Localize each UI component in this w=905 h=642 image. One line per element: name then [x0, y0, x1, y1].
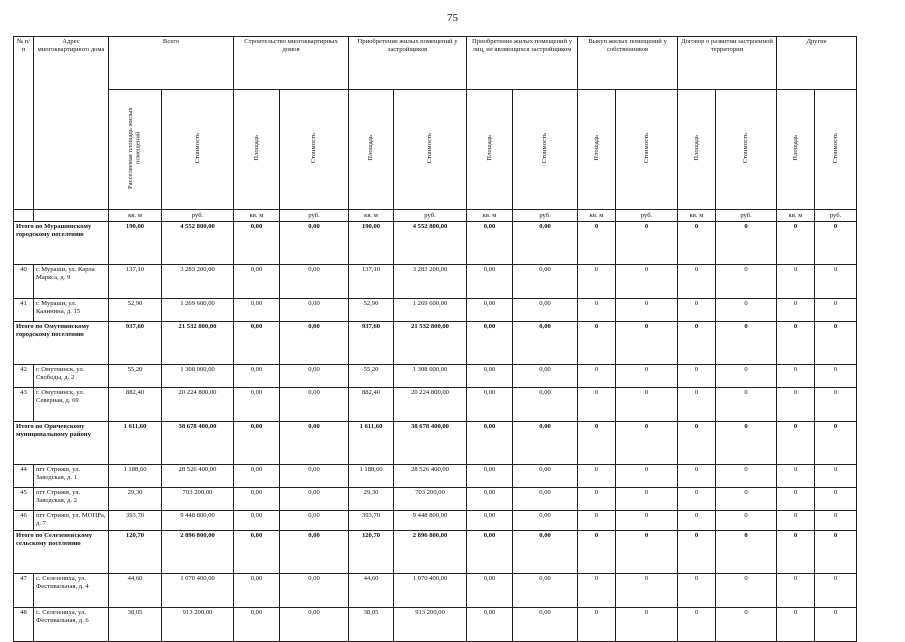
header-cost: Стоимость: [513, 90, 578, 210]
area-cell: 1 611,60: [109, 422, 162, 465]
area-cell: 0,00: [234, 299, 280, 322]
area-cell: 0,00: [467, 488, 513, 511]
area-cell: 0: [777, 388, 815, 422]
cost-cell: 0: [815, 465, 857, 488]
area-cell: 0,00: [234, 574, 280, 608]
unit-label: руб.: [815, 210, 857, 222]
header-cost: Стоимость: [280, 90, 349, 210]
row-address: пгт Стрижи, ул. Заводская, д. 1: [34, 465, 109, 488]
area-cell: 0: [578, 531, 616, 574]
row-address: с. Селезениха, ул. Фестивальная, д. 4: [34, 574, 109, 608]
cost-cell: 9 448 800,00: [394, 511, 467, 531]
header-area: Площадь: [678, 90, 716, 210]
cost-cell: 0: [616, 222, 678, 265]
header-cost: Стоимость: [162, 90, 234, 210]
row-number: 42: [14, 365, 34, 388]
area-cell: 38,05: [109, 608, 162, 642]
cost-cell: 0,00: [280, 322, 349, 365]
cost-cell: 0: [815, 574, 857, 608]
header-group-buyout: Выкуп жилых помещений у собственников: [578, 37, 678, 90]
area-cell: 0: [578, 388, 616, 422]
cost-cell: 0,00: [513, 422, 578, 465]
area-cell: 0,00: [467, 365, 513, 388]
cost-cell: 0: [616, 608, 678, 642]
total-row-label: Итого по Омутнинскому городскому поселению: [14, 322, 109, 365]
cost-cell: 0: [716, 365, 777, 388]
area-cell: 0,00: [467, 388, 513, 422]
header-area: Площадь: [234, 90, 280, 210]
cost-cell: 0: [716, 511, 777, 531]
row-number: 46: [14, 511, 34, 531]
area-cell: 0: [678, 222, 716, 265]
unit-label: руб.: [394, 210, 467, 222]
area-cell: 0,00: [234, 531, 280, 574]
cost-cell: 1 308 000,00: [162, 365, 234, 388]
area-cell: 0: [578, 222, 616, 265]
area-cell: 1 188,60: [349, 465, 394, 488]
cost-cell: 0: [616, 265, 678, 299]
unit-label: руб.: [716, 210, 777, 222]
area-cell: 0: [777, 608, 815, 642]
total-row-label: Итого по Оричевскому муниципальному району: [14, 422, 109, 465]
area-cell: 0,00: [467, 322, 513, 365]
cost-cell: 0,00: [280, 222, 349, 265]
area-cell: 0,00: [234, 608, 280, 642]
area-cell: 0: [777, 222, 815, 265]
area-cell: 0,00: [234, 488, 280, 511]
area-cell: 0: [678, 465, 716, 488]
area-cell: 0,00: [467, 422, 513, 465]
row-address: г. Омутнинск, ул. Северная, д. 69: [34, 388, 109, 422]
cost-cell: 0,00: [513, 388, 578, 422]
cost-cell: 0: [616, 365, 678, 388]
unit-cell: [34, 210, 109, 222]
cost-cell: 0: [716, 465, 777, 488]
table-body: [14, 222, 857, 642]
area-cell: 0: [678, 531, 716, 574]
row-address: г. Мураши, ул. Калинина, д. 15: [34, 299, 109, 322]
unit-label: кв. м: [678, 210, 716, 222]
cost-cell: 0,00: [280, 574, 349, 608]
cost-cell: 0: [815, 531, 857, 574]
area-cell: 0,00: [467, 511, 513, 531]
area-cell: 0,00: [467, 299, 513, 322]
area-cell: 29,30: [109, 488, 162, 511]
cost-cell: 0: [815, 488, 857, 511]
cost-cell: 0,00: [513, 574, 578, 608]
cost-cell: 0: [616, 322, 678, 365]
cost-cell: 0,00: [513, 265, 578, 299]
header-group-non-developer: Приобретение жилых помещений у лиц, не являющихся застройщиком: [467, 37, 578, 90]
unit-label: кв. м: [349, 210, 394, 222]
area-cell: 52,90: [349, 299, 394, 322]
header-group-other: Другие: [777, 37, 857, 90]
unit-cell: [14, 210, 34, 222]
area-cell: 0: [777, 488, 815, 511]
area-cell: 190,00: [349, 222, 394, 265]
cost-cell: 0,00: [513, 531, 578, 574]
cost-cell: 0,00: [513, 511, 578, 531]
cost-cell: 4 552 800,00: [162, 222, 234, 265]
area-cell: 0: [678, 488, 716, 511]
cost-cell: 0: [815, 511, 857, 531]
cost-cell: 0,00: [280, 422, 349, 465]
cost-cell: 0: [716, 422, 777, 465]
cost-cell: 0: [815, 388, 857, 422]
header-group-construction: Строительство многоквартирных домов: [234, 37, 349, 90]
area-cell: 44,60: [349, 574, 394, 608]
cost-cell: 38 678 400,00: [394, 422, 467, 465]
cost-cell: 0: [815, 299, 857, 322]
area-cell: 1 188,60: [109, 465, 162, 488]
header-area: Площадь: [349, 90, 394, 210]
row-number: 47: [14, 574, 34, 608]
cost-cell: 703 200,00: [394, 488, 467, 511]
table-row: [14, 388, 857, 422]
area-cell: 0: [777, 422, 815, 465]
area-cell: 937,60: [109, 322, 162, 365]
area-cell: 137,10: [349, 265, 394, 299]
cost-cell: 0: [716, 299, 777, 322]
area-cell: 137,10: [109, 265, 162, 299]
cost-cell: 0,00: [280, 465, 349, 488]
area-cell: 0: [777, 265, 815, 299]
area-cell: 882,40: [349, 388, 394, 422]
cost-cell: 0: [616, 388, 678, 422]
cost-cell: 913 200,00: [162, 608, 234, 642]
area-cell: 0: [777, 465, 815, 488]
cost-cell: 0: [815, 322, 857, 365]
area-cell: 0: [678, 299, 716, 322]
cost-cell: 1 269 600,00: [394, 299, 467, 322]
area-cell: 0: [578, 365, 616, 388]
header-group-developer: Приобретение жилых помещений у застройщиков: [349, 37, 467, 90]
header-num: № п/п: [14, 37, 34, 210]
table-row: [14, 365, 857, 388]
cost-cell: 4 552 800,00: [394, 222, 467, 265]
cost-cell: 0: [815, 608, 857, 642]
cost-cell: 0,00: [280, 488, 349, 511]
area-cell: 1 611,60: [349, 422, 394, 465]
area-cell: 0,00: [467, 222, 513, 265]
area-cell: 55,20: [109, 365, 162, 388]
row-number: 43: [14, 388, 34, 422]
area-cell: 0: [578, 422, 616, 465]
area-cell: 0,00: [234, 465, 280, 488]
area-cell: 0: [578, 299, 616, 322]
cost-cell: 20 224 800,00: [394, 388, 467, 422]
area-cell: 0,00: [234, 422, 280, 465]
area-cell: 0,00: [467, 531, 513, 574]
cost-cell: 1 269 600,00: [162, 299, 234, 322]
area-cell: 0: [678, 574, 716, 608]
total-row-label: Итого по Мурашинскому городскому поселению: [14, 222, 109, 265]
area-cell: 937,60: [349, 322, 394, 365]
header-cost: Стоимость: [394, 90, 467, 210]
cost-cell: 0,00: [280, 531, 349, 574]
cost-cell: 0,00: [280, 388, 349, 422]
table-row: [14, 511, 857, 531]
area-cell: 0: [578, 465, 616, 488]
header-group-total: Всего: [109, 37, 234, 90]
area-cell: 0: [678, 608, 716, 642]
cost-cell: 0: [815, 422, 857, 465]
total-row: [14, 531, 857, 574]
area-cell: 393,70: [109, 511, 162, 531]
area-cell: 190,00: [109, 222, 162, 265]
area-cell: 0,00: [234, 222, 280, 265]
header-cost: Стоимость: [616, 90, 678, 210]
row-number: 44: [14, 465, 34, 488]
cost-cell: 0: [616, 531, 678, 574]
header-area: Площадь: [467, 90, 513, 210]
cost-cell: 0,00: [280, 299, 349, 322]
area-cell: 120,70: [109, 531, 162, 574]
row-address: с. Селезениха, ул. Фестивальная, д. 6: [34, 608, 109, 642]
area-cell: 0,00: [467, 608, 513, 642]
cost-cell: 21 532 800,00: [162, 322, 234, 365]
unit-label: руб.: [162, 210, 234, 222]
cost-cell: 0: [815, 222, 857, 265]
table-row: [14, 488, 857, 511]
cost-cell: 0: [716, 488, 777, 511]
area-cell: 0,00: [234, 388, 280, 422]
area-cell: 0: [678, 422, 716, 465]
cost-cell: 1 070 400,00: [394, 574, 467, 608]
cost-cell: 0,00: [513, 465, 578, 488]
area-cell: 0: [678, 511, 716, 531]
table-row: [14, 265, 857, 299]
cost-cell: 3 283 200,00: [162, 265, 234, 299]
cost-cell: 0,00: [513, 488, 578, 511]
cost-cell: 0,00: [513, 365, 578, 388]
area-cell: 0: [777, 574, 815, 608]
cost-cell: 9 448 800,00: [162, 511, 234, 531]
area-cell: 0: [777, 511, 815, 531]
row-address: пгт Стрижи, ул. МОПРа, д. 7: [34, 511, 109, 531]
cost-cell: 0: [616, 574, 678, 608]
cost-cell: 0: [616, 465, 678, 488]
cost-cell: 3 283 200,00: [394, 265, 467, 299]
cost-cell: 0: [716, 222, 777, 265]
cost-cell: 0: [716, 265, 777, 299]
page-number: 75: [447, 12, 458, 24]
header-address: Адрес многоквартирного дома: [34, 37, 109, 210]
unit-label: руб.: [280, 210, 349, 222]
area-cell: 0: [578, 574, 616, 608]
total-row-label: Итого по Селезеневскому сельскому поселению: [14, 531, 109, 574]
row-number: 40: [14, 265, 34, 299]
area-cell: 29,30: [349, 488, 394, 511]
area-cell: 0: [578, 608, 616, 642]
header-resettled-area: Расселяемая площадь жилых помещений: [109, 90, 162, 210]
header-group-development-agreement: Договор о развитии застроенной территории: [678, 37, 777, 90]
total-row: [14, 422, 857, 465]
cost-cell: 0,00: [280, 608, 349, 642]
area-cell: 0,00: [234, 265, 280, 299]
cost-cell: 0: [616, 488, 678, 511]
total-row: [14, 322, 857, 365]
unit-label: руб.: [513, 210, 578, 222]
cost-cell: 1 070 400,00: [162, 574, 234, 608]
row-number: 41: [14, 299, 34, 322]
area-cell: 0: [578, 322, 616, 365]
area-cell: 0,00: [467, 465, 513, 488]
unit-label: кв. м: [578, 210, 616, 222]
cost-cell: 0: [815, 265, 857, 299]
table-row: [14, 465, 857, 488]
cost-cell: 703 200,00: [162, 488, 234, 511]
cost-cell: 913 200,00: [394, 608, 467, 642]
cost-cell: 1 308 000,00: [394, 365, 467, 388]
cost-cell: 28 526 400,00: [394, 465, 467, 488]
area-cell: 38,05: [349, 608, 394, 642]
area-cell: 0: [777, 322, 815, 365]
row-number: 48: [14, 608, 34, 642]
area-cell: 393,70: [349, 511, 394, 531]
area-cell: 120,70: [349, 531, 394, 574]
cost-cell: 0: [716, 608, 777, 642]
area-cell: 0: [578, 511, 616, 531]
unit-label: кв. м: [467, 210, 513, 222]
cost-cell: 0: [716, 388, 777, 422]
row-number: 45: [14, 488, 34, 511]
cost-cell: 0: [815, 365, 857, 388]
area-cell: 0: [678, 365, 716, 388]
cost-cell: 38 678 400,00: [162, 422, 234, 465]
area-cell: 0,00: [234, 365, 280, 388]
unit-label: руб.: [616, 210, 678, 222]
cost-cell: 0: [616, 422, 678, 465]
table-row: [14, 608, 857, 642]
cost-cell: 21 532 800,00: [394, 322, 467, 365]
total-row: [14, 222, 857, 265]
row-address: г. Мураши, ул. Карла Маркса, д. 9: [34, 265, 109, 299]
area-cell: 0: [578, 488, 616, 511]
cost-cell: 0,00: [280, 511, 349, 531]
area-cell: 0,00: [234, 511, 280, 531]
area-cell: 0,00: [467, 265, 513, 299]
area-cell: 0: [678, 265, 716, 299]
unit-label: кв. м: [109, 210, 162, 222]
cost-cell: 0: [716, 531, 777, 574]
cost-cell: 0,00: [280, 365, 349, 388]
row-address: г. Омутнинск, ул. Свободы, д. 2: [34, 365, 109, 388]
area-cell: 0: [678, 388, 716, 422]
cost-cell: 0,00: [513, 322, 578, 365]
table-row: [14, 574, 857, 608]
cost-cell: 2 896 800,00: [162, 531, 234, 574]
header-area: Площадь: [578, 90, 616, 210]
unit-label: кв. м: [234, 210, 280, 222]
header-cost: Стоимость: [815, 90, 857, 210]
cost-cell: 0: [716, 574, 777, 608]
cost-cell: 28 526 400,00: [162, 465, 234, 488]
header-area: Площадь: [777, 90, 815, 210]
cost-cell: 0,00: [513, 608, 578, 642]
area-cell: 52,90: [109, 299, 162, 322]
cost-cell: 0: [716, 322, 777, 365]
cost-cell: 20 224 800,00: [162, 388, 234, 422]
table-row: [14, 299, 857, 322]
unit-label: кв. м: [777, 210, 815, 222]
cost-cell: 2 896 800,00: [394, 531, 467, 574]
row-address: пгт Стрижи, ул. Заводская, д. 2: [34, 488, 109, 511]
cost-cell: 0: [616, 511, 678, 531]
area-cell: 882,40: [109, 388, 162, 422]
area-cell: 0: [777, 299, 815, 322]
cost-cell: 0,00: [513, 222, 578, 265]
cost-cell: 0,00: [280, 265, 349, 299]
area-cell: 44,60: [109, 574, 162, 608]
area-cell: 55,20: [349, 365, 394, 388]
resettlement-table: [13, 36, 857, 642]
cost-cell: 0,00: [513, 299, 578, 322]
area-cell: 0: [777, 365, 815, 388]
area-cell: 0: [777, 531, 815, 574]
header-cost: Стоимость: [716, 90, 777, 210]
area-cell: 0: [678, 322, 716, 365]
area-cell: 0,00: [467, 574, 513, 608]
area-cell: 0,00: [234, 322, 280, 365]
cost-cell: 0: [616, 299, 678, 322]
area-cell: 0: [578, 265, 616, 299]
